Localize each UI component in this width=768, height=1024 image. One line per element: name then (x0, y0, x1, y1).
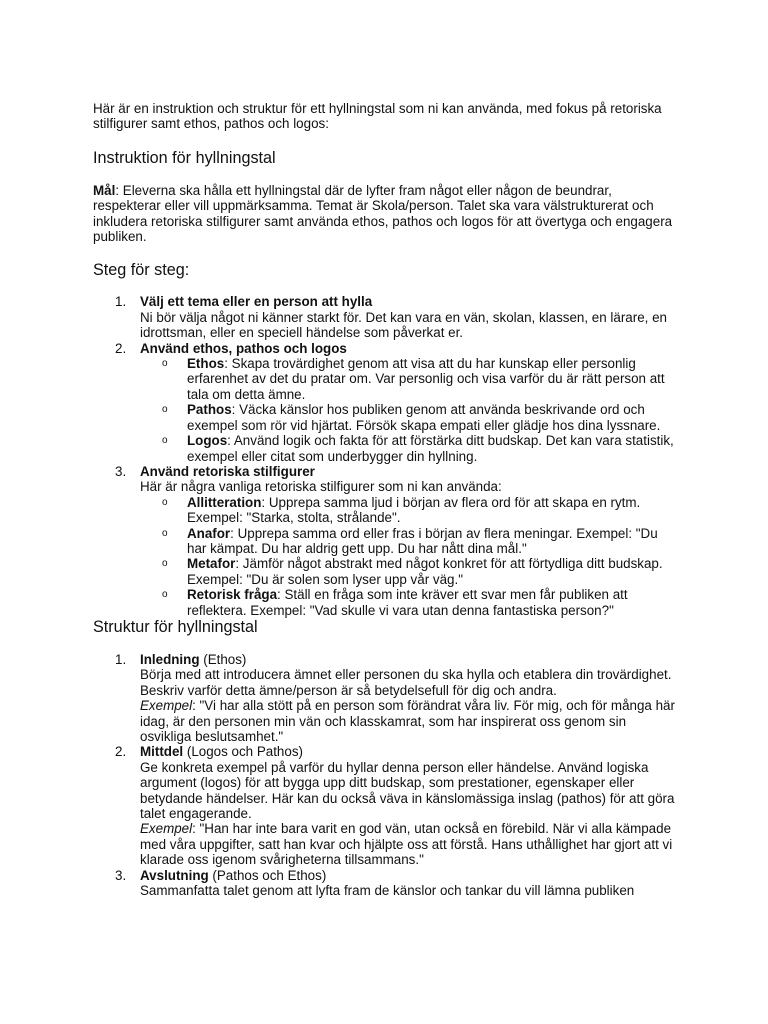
goal-label: Mål (93, 182, 116, 198)
list-item (140, 356, 678, 402)
term: Retorisk fråga (187, 587, 278, 603)
term: Pathos (187, 402, 232, 418)
structure-title: Avslutning (140, 867, 209, 883)
list-item (93, 652, 678, 744)
bullet-circle-icon: o (162, 404, 168, 416)
list-number: 3. (115, 463, 127, 479)
step-title: Välj ett tema eller en person att hylla (140, 294, 373, 310)
term-text: : Jämför något abstrakt med något konkret för att förtydliga ditt budskap. Exempel: "Du är solen som lyser upp vår väg." (187, 556, 663, 587)
goal-paragraph (93, 183, 678, 245)
example-text: : "Han har inte bara varit en god vän, utan också en förebild. När vi alla kämpade med våra uppgifter, satt han kvar och hjälpte oss att förstå. Hans uthållighet har gjort att vi klarade oss igenom svårigheterna tillsammans." (140, 821, 673, 868)
example-label: Exempel (140, 821, 193, 837)
structure-body: Ge konkreta exempel på varför du hyllar denna person eller händelse. Använd logiska argument (logos) för att bygga upp ditt budskap, som prestationer, egenskaper eller betydande händelser. Här kan du också väva in känslomässiga inslag (pathos) för att göra talet engagerande. (140, 759, 675, 822)
list-number: 1. (115, 294, 127, 310)
bullet-circle-icon: o (162, 496, 168, 508)
list-item (140, 587, 678, 618)
structure-tag: (Ethos) (199, 651, 247, 667)
list-item (93, 294, 678, 340)
structure-tag: (Logos och Pathos) (183, 744, 303, 760)
list-item (93, 464, 678, 618)
list-item (140, 433, 678, 464)
list-item (93, 744, 678, 867)
bullet-circle-icon: o (162, 589, 168, 601)
term: Metafor (187, 556, 236, 572)
bullet-circle-icon: o (162, 558, 168, 570)
list-number: 1. (115, 651, 127, 667)
step-title: Använd ethos, pathos och logos (140, 340, 347, 356)
example-label: Exempel (140, 698, 193, 714)
step-title: Använd retoriska stilfigurer (140, 463, 315, 479)
list-number: 2. (115, 340, 127, 356)
structure-title: Inledning (140, 651, 200, 667)
sub-list (140, 356, 678, 464)
bullet-circle-icon: o (162, 527, 168, 539)
list-number: 2. (115, 744, 127, 760)
list-number: 3. (115, 867, 127, 883)
list-item (140, 526, 678, 557)
term-text: : Upprepa samma ord eller fras i början av flera meningar. Exempel: "Du har kämpat. Du har aldrig gett upp. Du har nått dina mål." (187, 525, 658, 556)
structure-body: Sammanfatta talet genom att lyfta fram de känslor och tankar du vill lämna publiken (140, 883, 635, 899)
example-text: : "Vi har alla stött på en person som förändrat våra liv. För mig, och för många här idag, är den personen min vän och klasskamrat, som har inspirerat oss genom sin osvikliga beslutsamhet." (140, 698, 675, 744)
structure-title: Mittdel (140, 744, 184, 760)
bullet-circle-icon: o (162, 358, 168, 370)
term: Allitteration (187, 494, 262, 510)
steps-list (93, 294, 678, 618)
heading-steps: Steg för steg: (93, 261, 190, 280)
term-text: : Väcka känslor hos publiken genom att använda beskrivande ord och exempel som rör vid hjärtat. Försök skapa empati eller glädje hos dina lyssnare. (187, 402, 661, 433)
term: Logos (187, 433, 228, 449)
heading-instruction: Instruktion för hyllningstal (93, 148, 276, 167)
list-item (93, 341, 678, 464)
term: Anafor (187, 525, 231, 541)
term: Ethos (187, 356, 225, 372)
term-text: : Använd logik och fakta för att förstärka ditt budskap. Det kan vara statistik, exempel eller citat som underbygger din hyllning. (187, 433, 674, 464)
list-item (140, 495, 678, 526)
step-body: Här är några vanliga retoriska stilfigurer som ni kan använda: (140, 479, 502, 495)
term-text: : Ställ en fråga som inte kräver ett svar men får publiken att reflektera. Exempel: "Vad skulle vi vara utan denna fantastiska person?" (187, 587, 628, 618)
structure-list (93, 652, 678, 899)
goal-text: : Eleverna ska hålla ett hyllningstal där de lyfter fram något eller någon de beundrar, respekterar eller vill uppmärksamma. Temat är Skola/person. Talet ska vara välstrukturerat och inkludera retoriska stilfigurer samt använda ethos, pathos och logos för att övertyga och engagera publiken. (93, 182, 673, 245)
structure-body: Börja med att introducera ämnet eller personen du ska hylla och etablera din trovärdighet. Beskriv varför detta ämne/person är så betydelsefull för dig och andra. (140, 667, 672, 698)
term-text: : Upprepa samma ljud i början av flera ord för att skapa en rytm. Exempel: "Starka, stolta, strålande". (187, 494, 641, 526)
list-item (93, 868, 678, 899)
document-page (93, 101, 678, 898)
heading-structure: Struktur för hyllningstal (93, 617, 258, 636)
term-text: : Skapa trovärdighet genom att visa att du har kunskap eller personlig erfarenhet av det du pratar om. Var personlig och visa varför du är rätt person att tala om detta ämne. (187, 356, 665, 402)
list-item (140, 556, 678, 587)
bullet-circle-icon: o (162, 435, 168, 447)
sub-list (140, 495, 678, 618)
structure-tag: (Pathos och Ethos) (208, 867, 327, 883)
intro-paragraph: Här är en instruktion och struktur för ett hyllningstal som ni kan använda, med fokus på retoriska stilfigurer samt ethos, pathos och logos: (93, 101, 662, 132)
step-body: Ni bör välja något ni känner starkt för. Det kan vara en vän, skolan, klassen, en lärare, en idrottsman, eller en speciell händelse som påverkat er. (140, 309, 667, 341)
list-item (140, 402, 678, 433)
